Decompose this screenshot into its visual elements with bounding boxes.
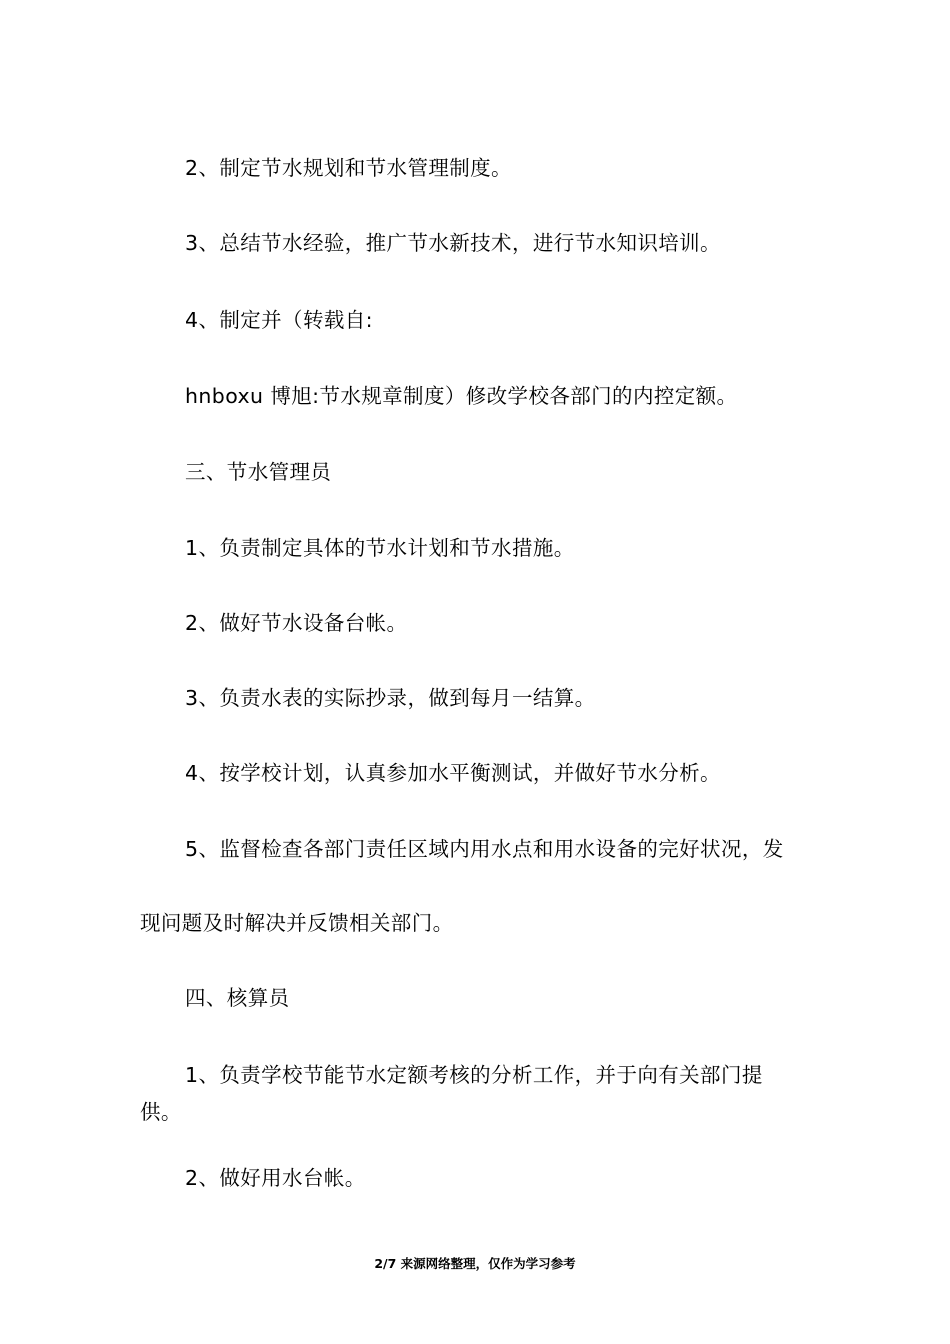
paragraph-line: 3、负责水表的实际抄录，做到每月一结算。 <box>185 686 596 710</box>
paragraph-line: 5、监督检查各部门责任区域内用水点和用水设备的完好状况，发 <box>185 837 784 861</box>
page-footer: 2/7 来源网络整理，仅作为学习参考 <box>374 1256 576 1271</box>
paragraph-line: 2、制定节水规划和节水管理制度。 <box>185 156 512 180</box>
section-heading: 三、节水管理员 <box>185 460 332 484</box>
paragraph-line: 4、制定并（转载自: <box>185 308 373 332</box>
paragraph-line: hnboxu 博旭:节水规章制度）修改学校各部门的内控定额。 <box>185 384 738 408</box>
paragraph-line: 1、负责制定具体的节水计划和节水措施。 <box>185 536 575 560</box>
paragraph-line: 1、负责学校节能节水定额考核的分析工作，并于向有关部门提 <box>185 1063 763 1087</box>
paragraph-line: 现问题及时解决并反馈相关部门。 <box>140 911 454 935</box>
paragraph-line: 4、按学校计划，认真参加水平衡测试，并做好节水分析。 <box>185 761 721 785</box>
paragraph-line: 3、总结节水经验，推广节水新技术，进行节水知识培训。 <box>185 231 721 255</box>
paragraph-line: 2、做好节水设备台帐。 <box>185 611 408 635</box>
section-heading: 四、核算员 <box>185 986 290 1010</box>
paragraph-line: 供。 <box>140 1100 182 1124</box>
paragraph-line: 2、做好用水台帐。 <box>185 1166 366 1190</box>
